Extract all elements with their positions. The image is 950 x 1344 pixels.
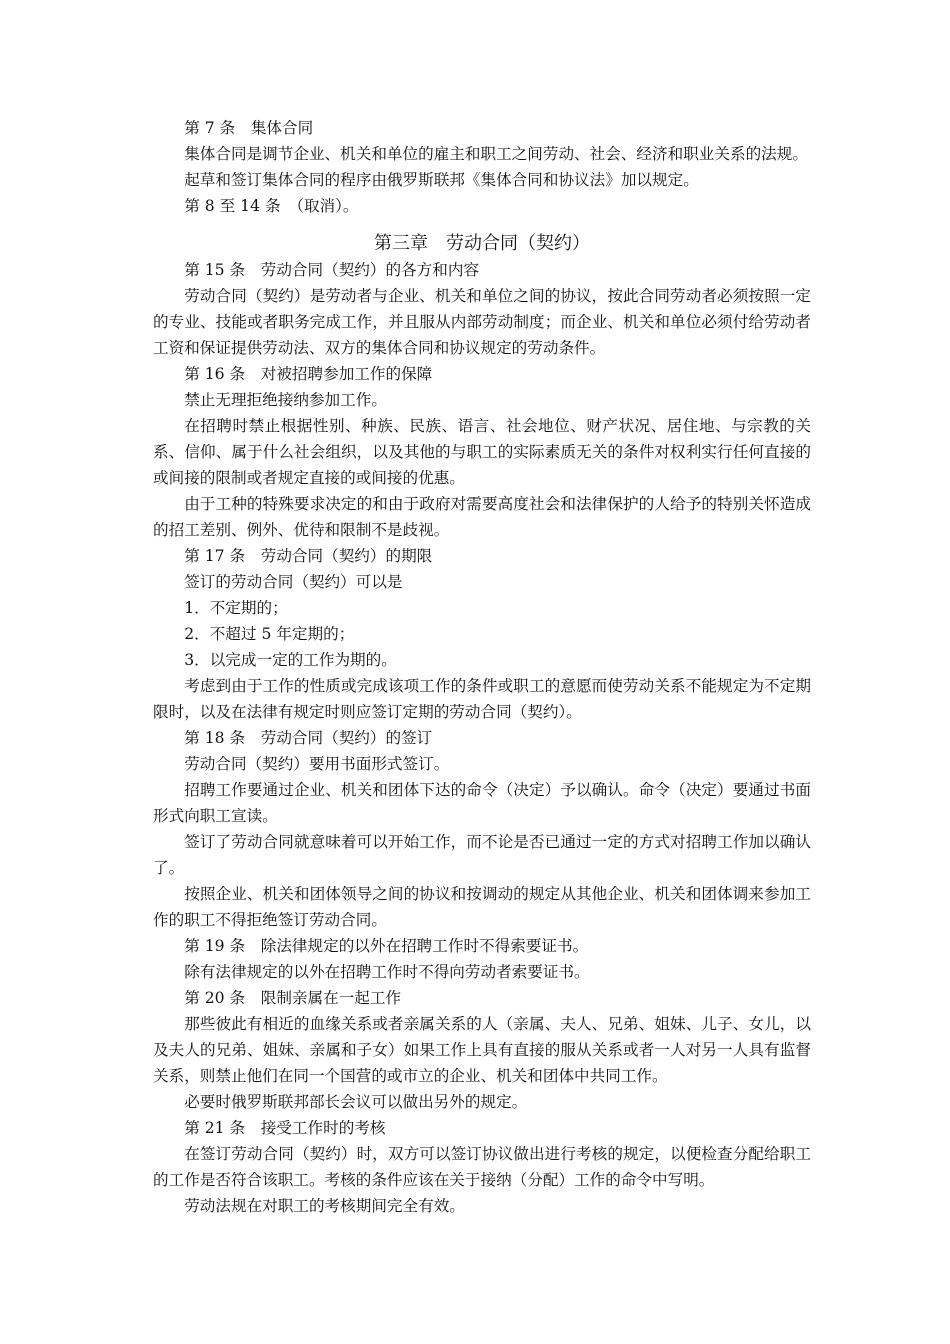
paragraph: 禁止无理拒绝接纳参加工作。 [184,391,387,409]
article-heading: 第 18 条 劳动合同（契约）的签订 [184,729,433,747]
article-heading: 第 21 条 接受工作时的考核 [184,1119,386,1137]
paragraph: 由于工种的特殊要求决定的和由于政府对需要高度社会和法律保护的人给予的特别关怀造成的招工差别、例外、优待和限制不是歧视。 [153,495,811,539]
article-heading: 第 19 条 除法律规定的以外在招聘工作时不得索要证书。 [184,937,589,955]
list-item: 2．不超过 5 年定期的； [184,625,355,643]
paragraph: 必要时俄罗斯联邦部长会议可以做出另外的规定。 [184,1093,528,1111]
article-heading: 第 7 条 集体合同 [184,119,314,137]
paragraph: 在签订劳动合同（契约）时，双方可以签订协议做出进行考核的规定，以便检查分配给职工的工作是否符合该职工。考核的条件应该在关于接纳（分配）工作的命令中写明。 [153,1145,811,1189]
document-body [153,115,811,1219]
paragraph: 劳动合同（契约）要用书面形式签订。 [184,755,450,773]
article-heading: 第 17 条 劳动合同（契约）的期限 [184,547,433,565]
paragraph: 起草和签订集体合同的程序由俄罗斯联邦《集体合同和协议法》加以规定。 [184,171,699,189]
paragraph: 劳动法规在对职工的考核期间完全有效。 [184,1197,465,1215]
paragraph: 签订的劳动合同（契约）可以是 [184,573,403,591]
paragraph: 在招聘时禁止根据性别、种族、民族、语言、社会地位、财产状况、居住地、与宗教的关系、信仰、属于什么社会组织，以及其他的与职工的实际素质无关的条件对权利实行任何直接的或间接的限制或者规定直接的或间接的优惠。 [153,417,811,487]
paragraph: 集体合同是调节企业、机关和单位的雇主和职工之间劳动、社会、经济和职业关系的法规。 [184,145,808,163]
article-heading: 第 15 条 劳动合同（契约）的各方和内容 [184,261,480,279]
article-heading: 第 16 条 对被招聘参加工作的保障 [184,365,433,383]
article-heading: 第 8 至 14 条 （取消）。 [184,197,359,215]
paragraph: 按照企业、机关和团体领导之间的协议和按调动的规定从其他企业、机关和团体调来参加工作的职工不得拒绝签订劳动合同。 [153,885,811,929]
paragraph: 那些彼此有相近的血缘关系或者亲属关系的人（亲属、夫人、兄弟、姐妹、儿子、女儿，以及夫人的兄弟、姐妹、亲属和子女）如果工作上具有直接的服从关系或者一人对另一人具有监督关系，则禁止他们在同一个国营的或市立的企业、机关和团体中共同工作。 [153,1015,811,1085]
list-item: 3．以完成一定的工作为期的。 [184,651,397,669]
list-item: 1．不定期的； [184,599,288,617]
article-heading: 第 20 条 限制亲属在一起工作 [184,989,402,1007]
paragraph: 考虑到由于工作的性质或完成该项工作的条件或职工的意愿而使劳动关系不能规定为不定期限时，以及在法律有规定时则应签订定期的劳动合同（契约）。 [153,677,811,721]
paragraph: 招聘工作要通过企业、机关和团体下达的命令（决定）予以确认。命令（决定）要通过书面形式向职工宣读。 [153,781,811,825]
paragraph: 签订了劳动合同就意味着可以开始工作，而不论是否已通过一定的方式对招聘工作加以确认了。 [153,833,811,877]
paragraph: 除有法律规定的以外在招聘工作时不得向劳动者索要证书。 [184,963,590,981]
chapter-title: 第三章 劳动合同（契约） [374,233,590,254]
paragraph: 劳动合同（契约）是劳动者与企业、机关和单位之间的协议，按此合同劳动者必须按照一定的专业、技能或者职务完成工作，并且服从内部劳动制度；而企业、机关和单位必须付给劳动者工资和保证提供劳动法、双方的集体合同和协议规定的劳动条件。 [153,287,811,357]
